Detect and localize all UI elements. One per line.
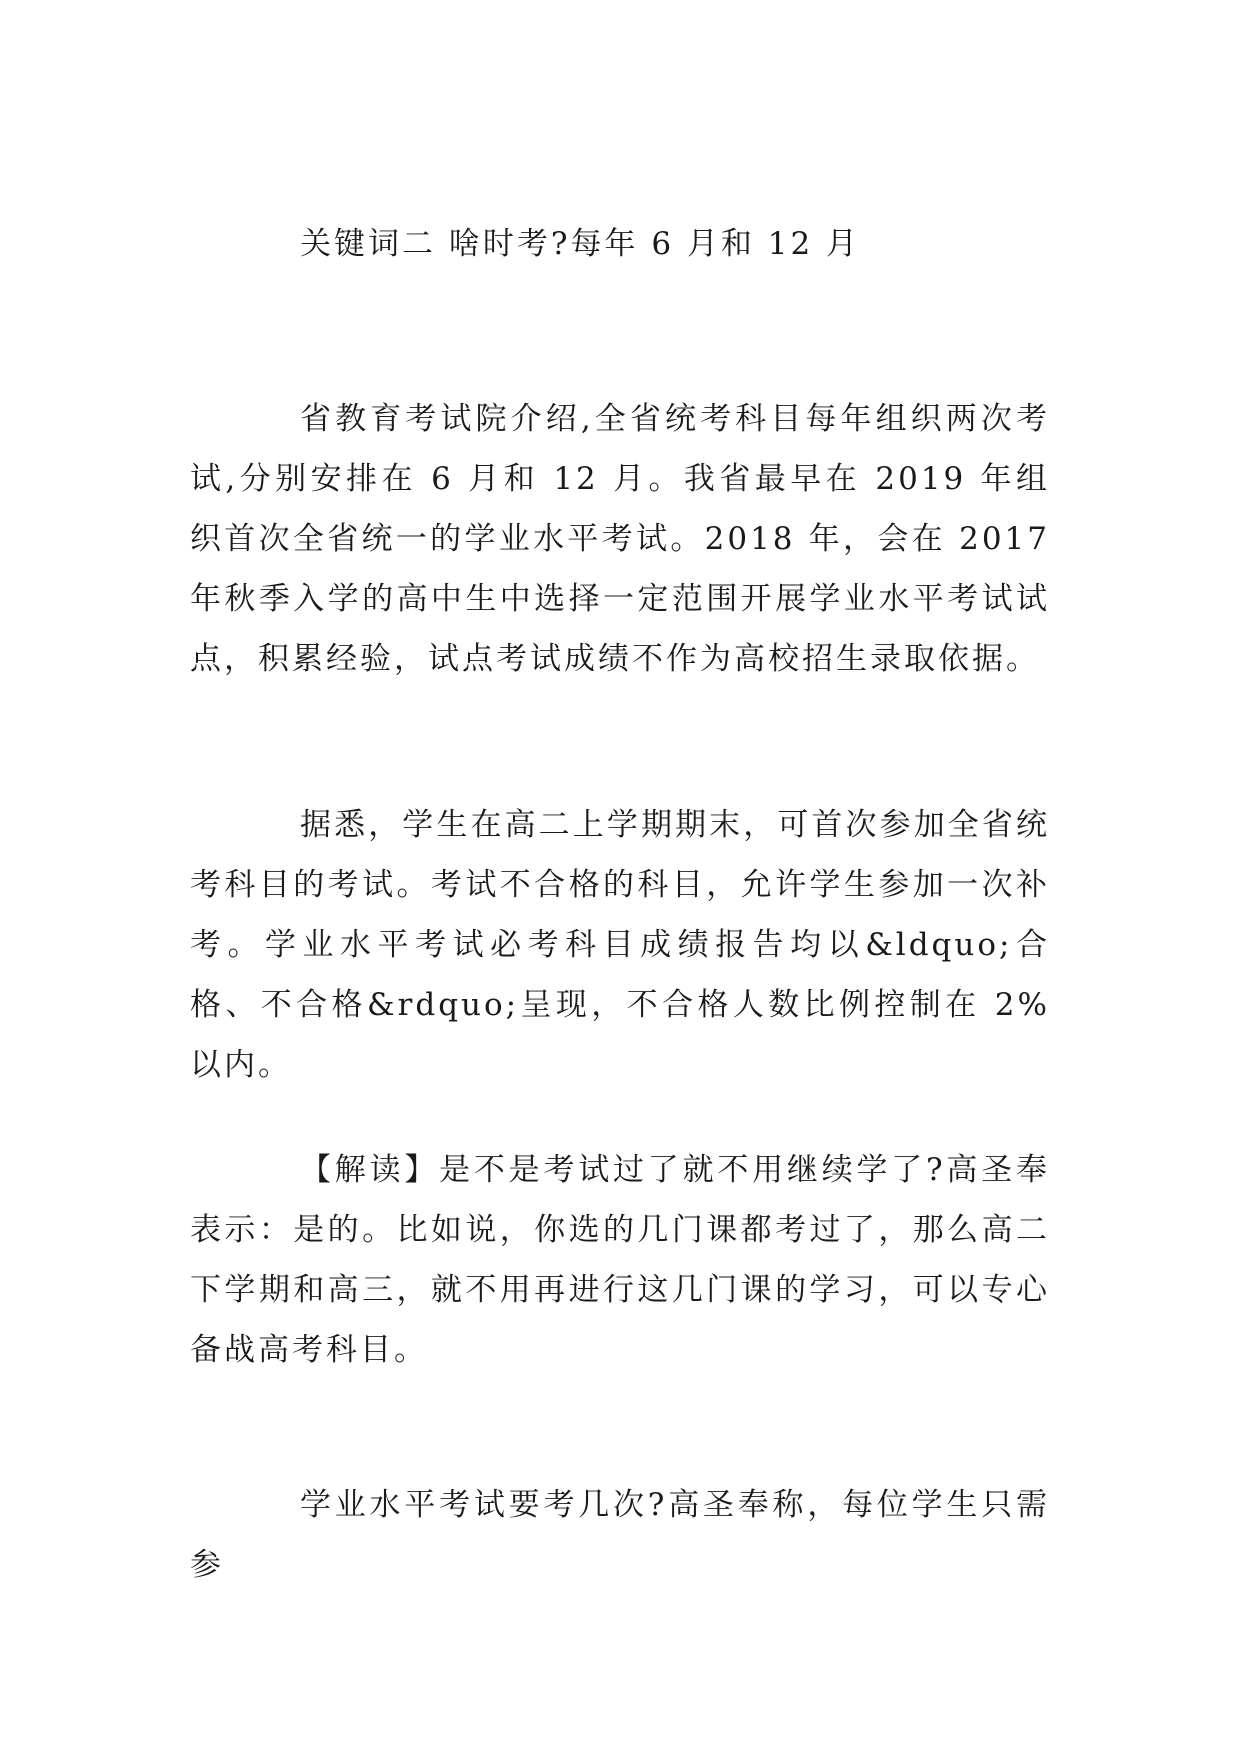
body-paragraph: 学业水平考试要考几次?高圣奉称，每位学生只需参: [190, 1487, 1050, 1583]
body-paragraph: 据悉，学生在高二上学期期末，可首次参加全省统考科目的考试。考试不合格的科目，允许学生参加一次补考。学业水平考试必考科目成绩报告均以&ldquo;合格、不合格&rdquo;呈现，不合格人数比例控制在 2%以内。: [190, 807, 1050, 1083]
body-paragraph: 省教育考试院介绍,全省统考科目每年组织两次考试,分别安排在 6 月和 12 月。我省最早在 2019 年组织首次全省统一的学业水平考试。2018 年，会在 2017 年秋季入学的高中生中选择一定范围开展学业水平考试试点，积累经验，试点考试成绩不作为高校招生录取依据。: [190, 401, 1050, 677]
section-heading-paragraph: 关键词二 啥时考?每年 6 月和 12 月: [300, 226, 861, 262]
body-paragraph: 【解读】是不是考试过了就不用继续学了?高圣奉表示：是的。比如说，你选的几门课都考过了，那么高二下学期和高三，就不用再进行这几门课的学习，可以专心备战高考科目。: [190, 1152, 1050, 1368]
